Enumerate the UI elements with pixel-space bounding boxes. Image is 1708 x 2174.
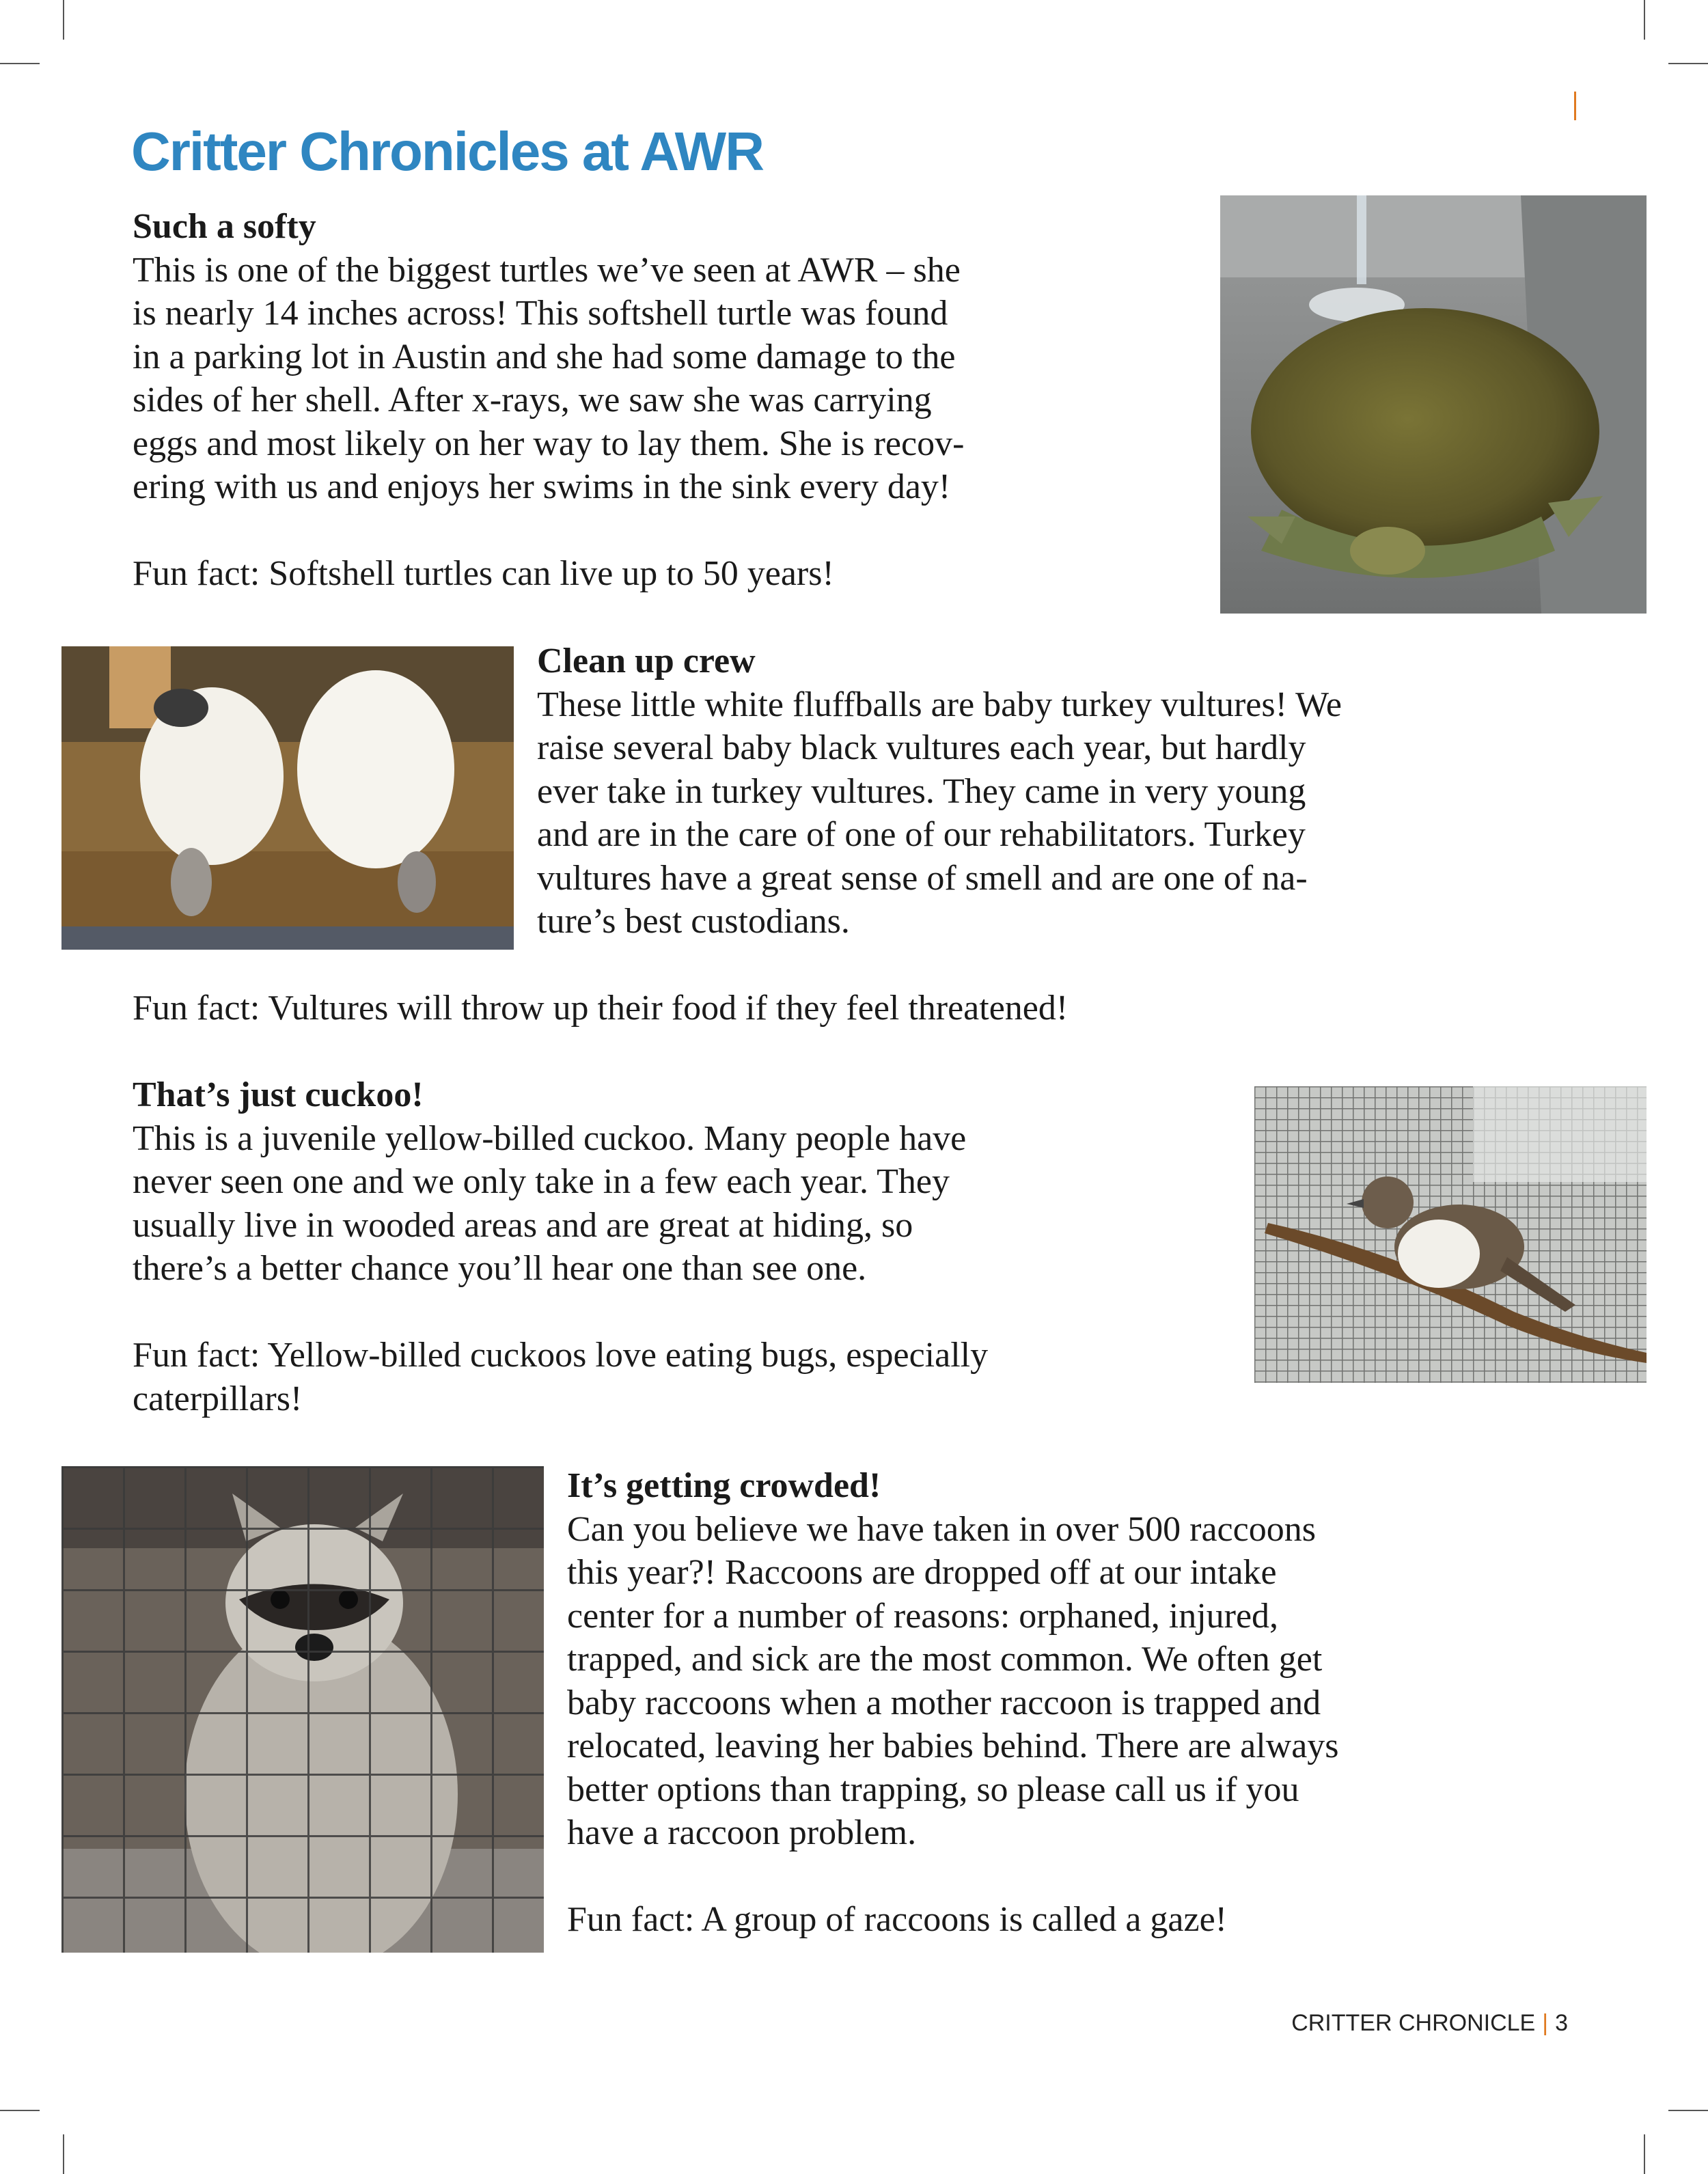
crop-mark xyxy=(63,2134,64,2174)
crop-mark xyxy=(1644,2134,1645,2174)
article-line: Can you believe we have taken in over 500 raccoons xyxy=(567,1509,1316,1549)
article-line: there’s a better chance you’ll hear one than see one. xyxy=(133,1249,867,1288)
footer-label: CRITTER CHRONICLE xyxy=(1291,2010,1536,2036)
article-line: and are in the care of one of our rehabilitators. Turkey xyxy=(537,815,1306,854)
article-heading: Clean up crew xyxy=(537,642,756,680)
fun-fact-line: Fun fact: Yellow-billed cuckoos love eating bugs, especially xyxy=(133,1336,989,1375)
article-line: better options than trapping, so please call us if you xyxy=(567,1770,1299,1809)
fun-fact: Fun fact: Vultures will throw up their food if they feel threatened! xyxy=(133,989,1069,1028)
article-line: ering with us and enjoys her swims in the sink every day! xyxy=(133,467,951,506)
softshell-turtle-photo xyxy=(1220,195,1647,614)
article-line: raise several baby black vultures each year, but hardly xyxy=(537,728,1306,767)
article-softshell-turtle xyxy=(133,205,1198,596)
page-title: Critter Chronicles at AWR xyxy=(131,121,763,182)
article-raccoons xyxy=(567,1464,1633,1942)
fun-fact: Fun fact: A group of raccoons is called a gaze! xyxy=(567,1900,1227,1939)
crop-mark xyxy=(0,63,40,64)
article-turkey-vultures xyxy=(537,639,1603,944)
cuckoo-photo xyxy=(1254,1086,1647,1383)
article-line: ture’s best custodians. xyxy=(537,902,850,941)
article-heading: That’s just cuckoo! xyxy=(133,1075,424,1114)
article-line: center for a number of reasons: orphaned, injured, xyxy=(567,1596,1279,1636)
crop-mark xyxy=(0,2110,40,2111)
fun-fact-vultures xyxy=(133,987,1601,1030)
article-heading: It’s getting crowded! xyxy=(567,1466,881,1505)
article-line: never seen one and we only take in a few each year. They xyxy=(133,1162,950,1201)
article-heading: Such a softy xyxy=(133,207,316,246)
article-line: This is one of the biggest turtles we’ve seen at AWR – she xyxy=(133,250,961,290)
raccoon-photo xyxy=(61,1466,544,1953)
footer-separator: | xyxy=(1542,2010,1549,2036)
article-line: relocated, leaving her babies behind. There are always xyxy=(567,1726,1339,1765)
article-line: is nearly 14 inches across! This softshell turtle was found xyxy=(133,294,948,333)
article-line: in a parking lot in Austin and she had some damage to the xyxy=(133,337,956,376)
article-line: vultures have a great sense of smell and are one of na- xyxy=(537,858,1308,898)
crop-mark xyxy=(1668,2110,1708,2111)
crop-mark xyxy=(1644,0,1645,40)
page-number: 3 xyxy=(1555,2010,1568,2036)
article-cuckoo xyxy=(133,1073,1226,1420)
crop-mark xyxy=(63,0,64,40)
crop-mark xyxy=(1668,63,1708,64)
article-line: trapped, and sick are the most common. We often get xyxy=(567,1640,1323,1679)
article-line: this year?! Raccoons are dropped off at our intake xyxy=(567,1553,1277,1592)
header-accent-mark xyxy=(1574,92,1576,120)
article-line: usually live in wooded areas and are great at hiding, so xyxy=(133,1205,913,1245)
article-line: eggs and most likely on her way to lay them. She is recov- xyxy=(133,424,965,463)
article-line: sides of her shell. After x-rays, we saw she was carrying xyxy=(133,381,932,419)
fun-fact-line: caterpillars! xyxy=(133,1379,303,1418)
article-line: ever take in turkey vultures. They came in very young xyxy=(537,771,1306,811)
turkey-vultures-photo xyxy=(61,646,514,950)
fun-fact: Fun fact: Softshell turtles can live up to 50 years! xyxy=(133,554,834,593)
article-line: These little white fluffballs are baby turkey vultures! We xyxy=(537,685,1342,724)
article-line: This is a juvenile yellow-billed cuckoo. Many people have xyxy=(133,1118,967,1158)
article-line: baby raccoons when a mother raccoon is trapped and xyxy=(567,1683,1321,1722)
article-line: have a raccoon problem. xyxy=(567,1813,917,1852)
page-footer xyxy=(1291,2010,1568,2037)
